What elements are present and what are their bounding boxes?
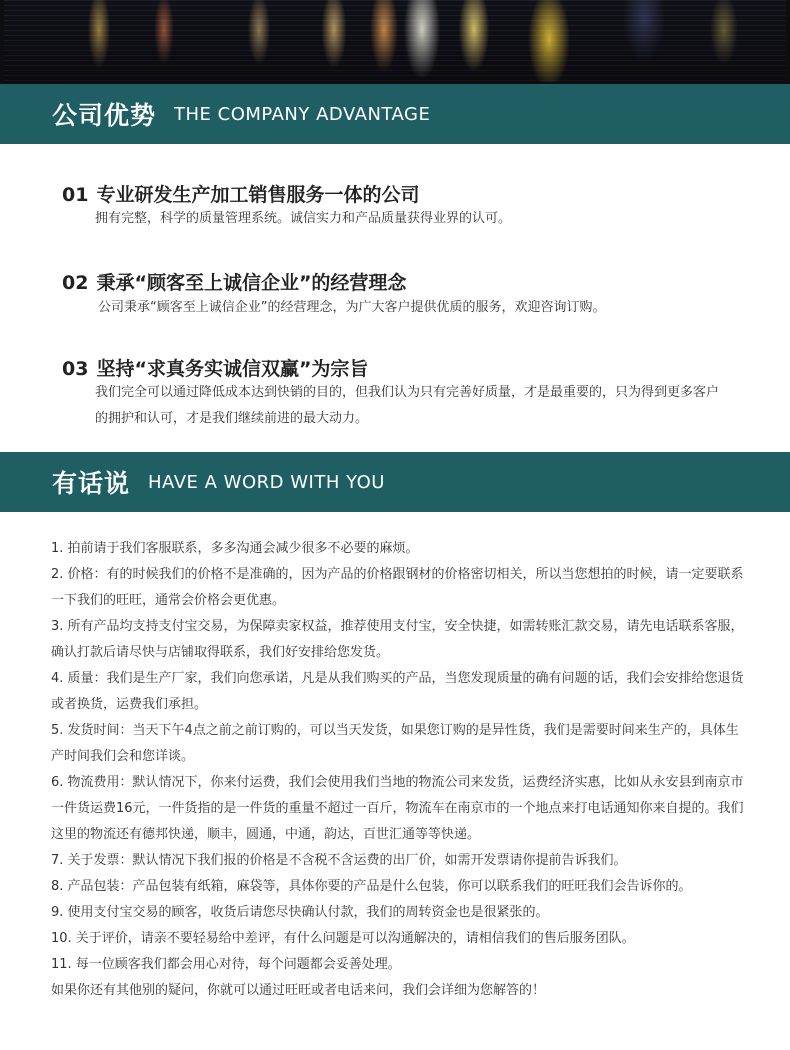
advantage-item-heading: 坚持“求真务实诚信双赢”为宗旨 (96, 358, 369, 380)
note-item: 8. 产品包装：产品包装有纸箱，麻袋等，具体你要的产品是什么包装，你可以联系我们的旺旺我们会告诉你的。 (51, 879, 692, 894)
note-item: 10. 关于评价，请亲不要轻易给中差评，有什么问题是可以沟通解决的，请相信我们的售后服务团队。 (51, 931, 635, 946)
note-item: 4. 质量：我们是生产厂家，我们向您承诺，凡是从我们购买的产品，当您发现质量的确有问题的话，我们会安排给您退货或者换货，运费我们承担。 (51, 671, 744, 712)
note-item: 11. 每一位顾客我们都会用心对待，每个问题都会妥善处理。 (51, 957, 401, 972)
note-item: 3. 所有产品均支持支付宝交易，为保障卖家权益，推荐使用支付宝，安全快捷，如需转账汇款交易，请先电话联系客服，确认打款后请尽快与店铺取得联系，我们好安排给您发货。 (51, 619, 744, 660)
note-item: 1. 拍前请于我们客服联系，多多沟通会减少很多不必要的麻烦。 (51, 541, 419, 556)
note-item: 2. 价格：有的时候我们的价格不是准确的，因为产品的价格跟钢材的价格密切相关，所以当您想拍的时候，请一定要联系一下我们的旺旺，通常会价格会更优惠。 (51, 567, 744, 608)
advantage-item-title (62, 354, 368, 381)
advantage-item-desc: 公司秉承“顾客至上诚信企业”的经营理念，为广大客户提供优质的服务，欢迎咨询订购。 (98, 300, 606, 315)
note-item: 5. 发货时间：当天下午4点之前之前订购的，可以当天发货，如果您订购的是异性货，我们是需要时间来生产的，具体生产时间我们会和您详谈。 (51, 723, 739, 764)
note-item: 7. 关于发票：默认情况下我们报的价格是不含税不含运费的出厂价，如需开发票请你提前告诉我们。 (51, 853, 627, 868)
night-river-reflection-image (4, 0, 786, 82)
advantage-item-desc: 我们完全可以通过降低成本达到快销的目的，但我们认为只有完善好质量，才是最重要的，只为得到更多客户的拥护和认可，才是我们继续前进的最大动力。 (95, 385, 720, 426)
note-item: 6. 物流费用：默认情况下，你来付运费，我们会使用我们当地的物流公司来发货，运费经济实惠，比如从永安县到南京市一件货运费16元，一件货指的是一件货的重量不超过一百斤，物流车在南京市的一个地点来打电话通知你来自提的。我们这里的物流还有德邦快递，顺丰，圆通，中通，韵达，百世汇通等等快递。 (51, 775, 744, 842)
word-title-cn: 有话说 (52, 469, 131, 498)
word-banner (0, 452, 790, 512)
hero-photo (0, 0, 790, 84)
word-title-en: HAVE A WORD WITH YOU (148, 471, 385, 493)
advantage-item-heading: 专业研发生产加工销售服务一体的公司 (96, 184, 420, 206)
note-item: 9. 使用支付宝交易的顾客，收货后请您尽快确认付款，我们的周转资金也是很紧张的。 (51, 905, 549, 920)
notes-list (51, 536, 751, 1004)
advantage-item-number: 01 (62, 184, 89, 206)
advantage-item-desc: 拥有完整，科学的质量管理系统。诚信实力和产品质量获得业界的认可。 (95, 211, 512, 226)
note-closing: 如果你还有其他别的疑问，你就可以通过旺旺或者电话来问，我们会详细为您解答的！ (51, 983, 546, 998)
advantage-item-title (62, 180, 419, 207)
advantage-item-title (62, 268, 406, 295)
advantage-item-heading: 秉承“顾客至上诚信企业”的经营理念 (96, 272, 407, 294)
advantage-item-number: 02 (62, 272, 89, 294)
advantage-title-cn: 公司优势 (52, 101, 157, 130)
advantage-title-en: THE COMPANY ADVANTAGE (174, 103, 431, 125)
advantage-item-number: 03 (62, 358, 89, 380)
advantage-banner (0, 84, 790, 144)
